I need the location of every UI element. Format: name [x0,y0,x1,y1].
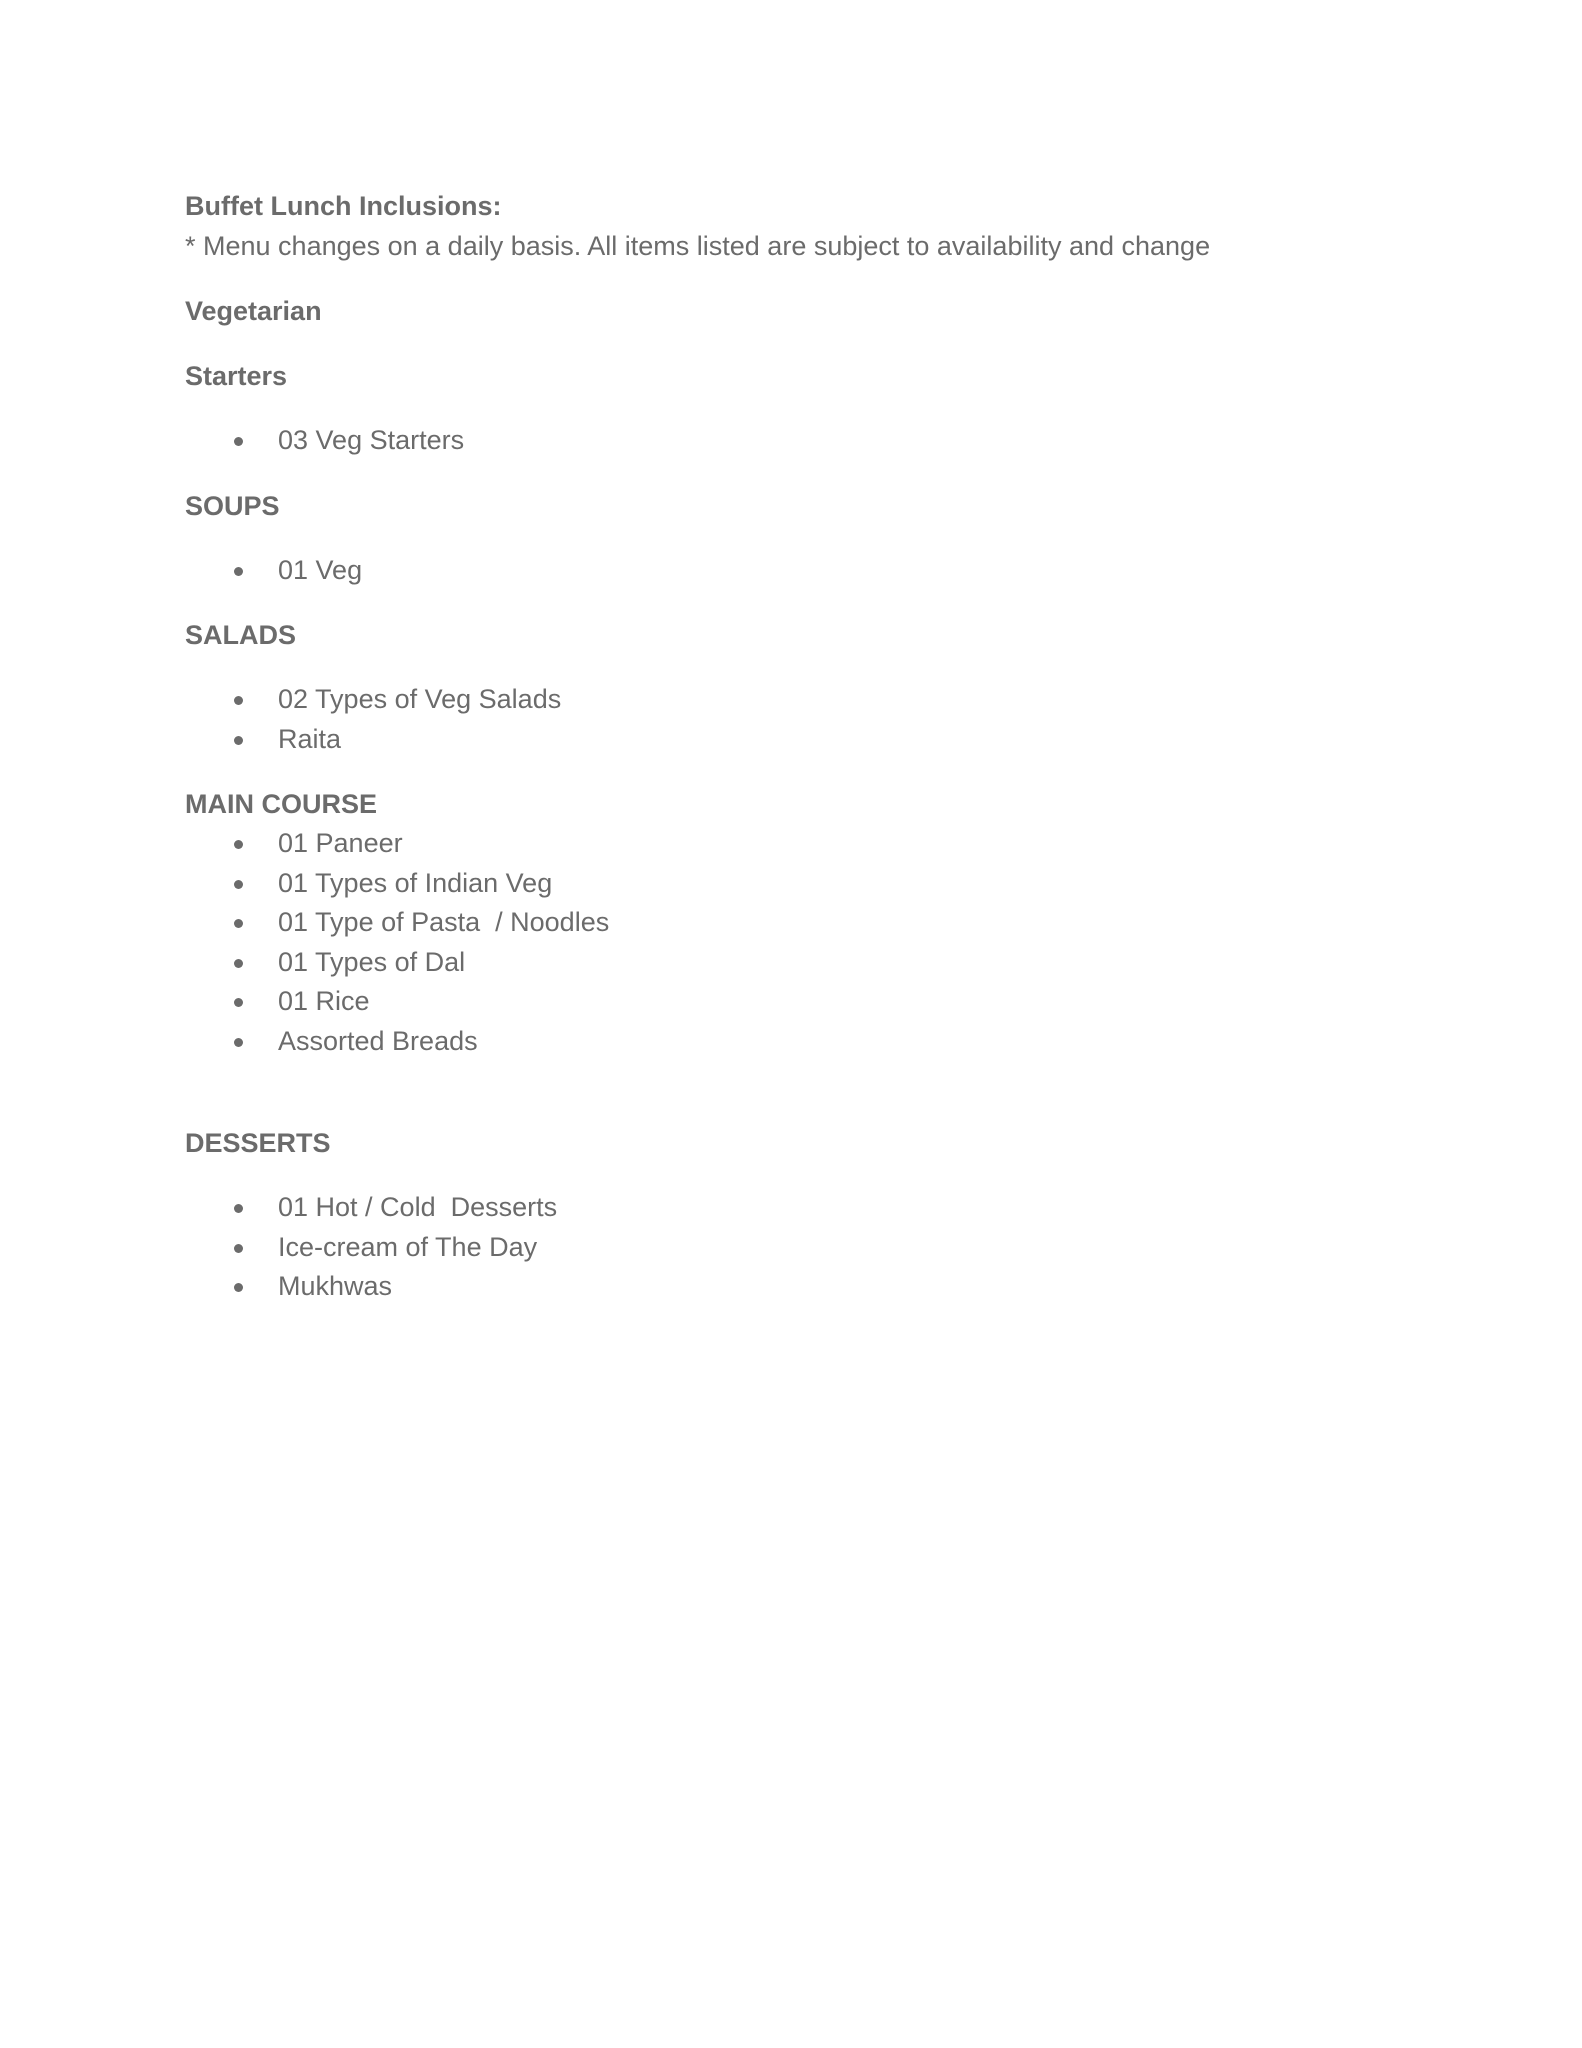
salads-list [185,680,1385,759]
list-item: Mukhwas [185,1267,1385,1307]
list-item: 03 Veg Starters [185,421,1385,461]
document-title: Buffet Lunch Inclusions: [185,191,502,221]
menu-note: * Menu changes on a daily basis. All items listed are subject to availability and change [185,231,1211,261]
section-heading-desserts: DESSERTS [185,1128,331,1158]
list-item: 01 Types of Indian Veg [185,864,1385,904]
list-item: 01 Hot / Cold Desserts [185,1188,1385,1228]
list-item: 02 Types of Veg Salads [185,680,1385,720]
list-item: 01 Veg [185,551,1385,591]
list-item: 01 Types of Dal [185,943,1385,983]
section-heading-starters: Starters [185,361,288,391]
desserts-list [185,1188,1385,1307]
category-heading: Vegetarian [185,296,322,326]
document-content [185,186,1385,1307]
list-item: 01 Rice [185,982,1385,1022]
list-item: 01 Paneer [185,824,1385,864]
list-item: Raita [185,720,1385,760]
section-heading-salads: SALADS [185,620,297,650]
starters-list [185,421,1385,461]
soups-list [185,551,1385,591]
list-item: Assorted Breads [185,1022,1385,1062]
list-item: 01 Type of Pasta / Noodles [185,903,1385,943]
section-heading-main-course: MAIN COURSE [185,789,378,819]
list-item: Ice-cream of The Day [185,1228,1385,1268]
main-course-list [185,824,1385,1061]
section-heading-soups: SOUPS [185,490,280,521]
